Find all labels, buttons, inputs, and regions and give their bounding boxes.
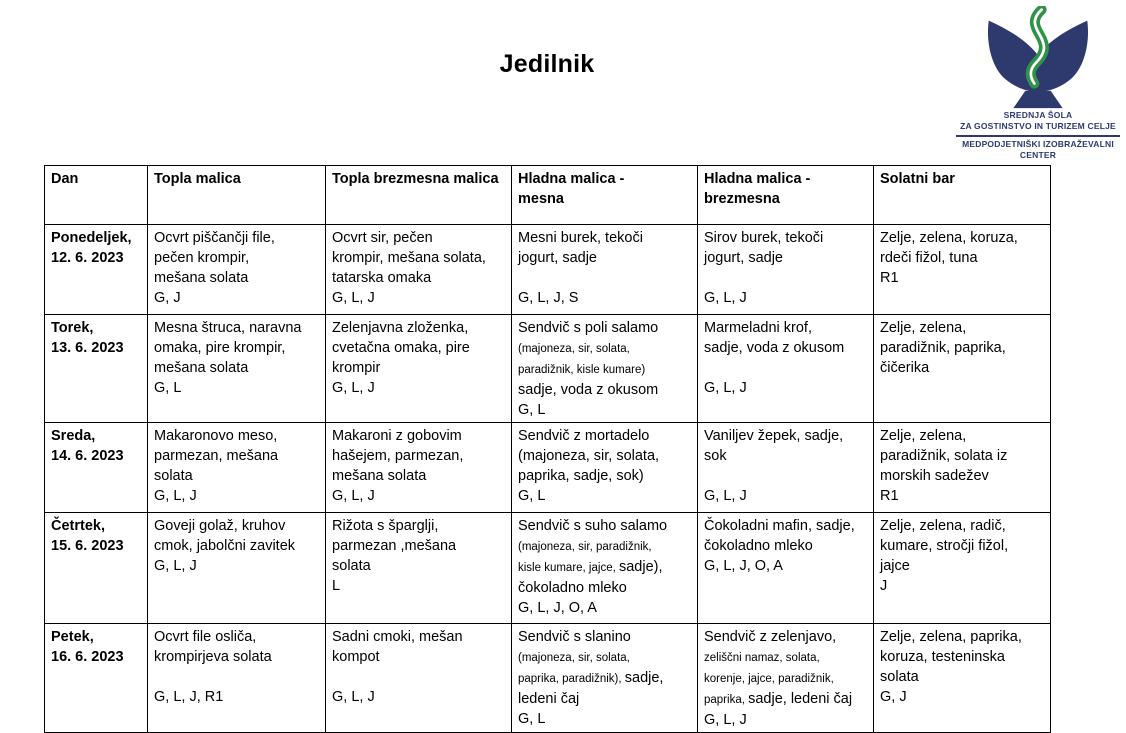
text-segment: G, L, J bbox=[704, 488, 747, 504]
text-segment: G, L, J bbox=[704, 380, 747, 396]
text-segment: Vaniljev žepek, sadje, bbox=[704, 428, 844, 444]
text-line bbox=[154, 358, 319, 378]
menu-cell bbox=[512, 225, 698, 315]
logo-school-name-line2: ZA GOSTINSTVO IN TURIZEM CELJE bbox=[960, 121, 1116, 131]
text-segment: Zelje, zelena, radič, bbox=[880, 518, 1006, 534]
menu-cell bbox=[326, 225, 512, 315]
menu-cell bbox=[148, 624, 326, 733]
table-row bbox=[45, 225, 1051, 315]
text-segment: J bbox=[880, 578, 888, 594]
text-segment: krompirjeva solata bbox=[154, 649, 272, 665]
text-segment: Ponedeljek, bbox=[51, 230, 132, 246]
text-line bbox=[704, 466, 867, 486]
text-line bbox=[51, 647, 141, 667]
menu-cell bbox=[874, 513, 1051, 624]
text-segment bbox=[704, 270, 708, 286]
text-line bbox=[154, 687, 319, 707]
logo-center-name-line1: MEDPODJETNIŠKI IZOBRAŽEVALNI bbox=[962, 139, 1114, 149]
text-line bbox=[154, 228, 319, 248]
text-segment: Sendvič s poli salamo bbox=[518, 320, 659, 336]
text-line bbox=[518, 288, 691, 308]
text-segment: jajce bbox=[880, 558, 910, 574]
text-line bbox=[154, 536, 319, 556]
text-line bbox=[518, 400, 691, 420]
text-segment: 15. 6. 2023 bbox=[51, 538, 124, 554]
text-line bbox=[332, 536, 505, 556]
text-line bbox=[332, 288, 505, 308]
text-line bbox=[332, 687, 505, 707]
text-segment-small: kisle kumare, jajce, bbox=[518, 562, 619, 574]
text-segment: G, L bbox=[154, 380, 182, 396]
text-line bbox=[154, 516, 319, 536]
text-line bbox=[518, 169, 691, 189]
text-line bbox=[154, 268, 319, 288]
logo-pedestal-shape bbox=[1013, 91, 1062, 108]
text-segment: Torek, bbox=[51, 320, 94, 336]
text-line bbox=[518, 598, 691, 618]
text-segment bbox=[704, 468, 708, 484]
text-line bbox=[518, 338, 691, 359]
text-segment: morskih sadežev bbox=[880, 468, 989, 484]
text-line bbox=[332, 446, 505, 466]
text-segment: hašejem, parmezan, bbox=[332, 448, 464, 464]
text-line bbox=[704, 378, 867, 398]
menu-table bbox=[44, 165, 1051, 733]
day-cell bbox=[45, 423, 148, 513]
text-segment: čokoladno mleko bbox=[518, 580, 627, 596]
text-line bbox=[880, 627, 1044, 647]
text-line bbox=[154, 556, 319, 576]
text-segment: G, L, J, S bbox=[518, 290, 579, 306]
text-segment: mešana solata bbox=[332, 468, 427, 484]
table-row bbox=[45, 423, 1051, 513]
text-line bbox=[154, 248, 319, 268]
text-line bbox=[154, 486, 319, 506]
text-segment: Zelje, zelena, paprika, bbox=[880, 629, 1022, 645]
text-segment: mešana solata bbox=[154, 270, 249, 286]
text-line bbox=[704, 647, 867, 668]
text-line bbox=[154, 288, 319, 308]
text-segment: sok bbox=[704, 448, 727, 464]
text-segment: Makaronovo meso, bbox=[154, 428, 278, 444]
text-line bbox=[704, 228, 867, 248]
text-line bbox=[880, 466, 1044, 486]
text-line bbox=[51, 248, 141, 268]
text-line bbox=[332, 556, 505, 576]
column-header bbox=[148, 166, 326, 225]
text-segment: krompir, mešana solata, bbox=[332, 250, 486, 266]
text-line bbox=[880, 426, 1044, 446]
text-line bbox=[880, 576, 1044, 596]
text-line bbox=[704, 446, 867, 466]
text-line bbox=[332, 466, 505, 486]
text-line bbox=[704, 627, 867, 647]
logo-divider bbox=[956, 135, 1120, 137]
text-line bbox=[880, 536, 1044, 556]
column-header bbox=[326, 166, 512, 225]
text-segment: Topla malica bbox=[154, 171, 241, 187]
text-segment: Hladna malica - bbox=[518, 171, 625, 187]
page-title: Jedilnik bbox=[499, 50, 595, 78]
text-line bbox=[518, 647, 691, 668]
text-segment-small: paradižnik, kisle kumare) bbox=[518, 364, 646, 376]
text-segment-small: (majoneza, sir, solata, bbox=[518, 343, 630, 355]
text-line bbox=[880, 687, 1044, 707]
text-line bbox=[518, 380, 691, 400]
text-segment: G, L, J bbox=[332, 290, 375, 306]
text-segment: rdeči fižol, tuna bbox=[880, 250, 978, 266]
menu-cell bbox=[148, 423, 326, 513]
text-segment: brezmesna bbox=[704, 191, 780, 207]
text-segment: mešana solata bbox=[154, 360, 249, 376]
text-line bbox=[51, 536, 141, 556]
text-line bbox=[880, 516, 1044, 536]
table-row bbox=[45, 624, 1051, 733]
column-header bbox=[698, 166, 874, 225]
text-line bbox=[518, 268, 691, 288]
text-line bbox=[332, 248, 505, 268]
day-cell bbox=[45, 225, 148, 315]
text-segment: R1 bbox=[880, 488, 899, 504]
text-line bbox=[154, 338, 319, 358]
text-segment: sadje, voda z okusom bbox=[518, 382, 659, 398]
text-line bbox=[880, 446, 1044, 466]
text-line bbox=[518, 709, 691, 729]
day-cell bbox=[45, 624, 148, 733]
text-line bbox=[518, 689, 691, 709]
text-line bbox=[518, 668, 691, 689]
text-segment: Dan bbox=[51, 171, 79, 187]
text-segment: Mesna štruca, naravna bbox=[154, 320, 302, 336]
text-line bbox=[51, 228, 141, 248]
text-segment-small: (majoneza, sir, paradižnik, bbox=[518, 541, 652, 553]
text-segment: Solatni bar bbox=[880, 171, 955, 187]
text-line bbox=[332, 516, 505, 536]
text-line bbox=[154, 446, 319, 466]
text-segment: Makaroni z gobovim bbox=[332, 428, 462, 444]
text-segment: cvetačna omaka, pire bbox=[332, 340, 470, 356]
text-segment: kompot bbox=[332, 649, 380, 665]
column-header bbox=[512, 166, 698, 225]
text-line bbox=[154, 627, 319, 647]
text-line bbox=[518, 228, 691, 248]
text-segment: Zelenjavna zloženka, bbox=[332, 320, 469, 336]
menu-cell bbox=[698, 315, 874, 423]
text-segment: G, L, J bbox=[332, 380, 375, 396]
header-row bbox=[45, 166, 1051, 225]
text-line bbox=[704, 358, 867, 378]
column-header bbox=[874, 166, 1051, 225]
text-line bbox=[51, 516, 141, 536]
menu-cell bbox=[874, 315, 1051, 423]
text-segment: Sendvič s suho salamo bbox=[518, 518, 668, 534]
text-segment: jogurt, sadje bbox=[704, 250, 783, 266]
text-line bbox=[704, 338, 867, 358]
text-segment: čokoladno mleko bbox=[704, 538, 813, 554]
text-line bbox=[704, 668, 867, 689]
menu-cell bbox=[874, 225, 1051, 315]
text-segment: Čokoladni mafin, sadje, bbox=[704, 518, 855, 534]
menu-cell bbox=[512, 315, 698, 423]
text-segment: Mesni burek, tekoči bbox=[518, 230, 643, 246]
text-line bbox=[332, 667, 505, 687]
text-segment: G, L, J, O, A bbox=[704, 558, 783, 574]
text-line bbox=[332, 576, 505, 596]
text-line bbox=[518, 426, 691, 446]
text-segment: jogurt, sadje bbox=[518, 250, 597, 266]
text-line bbox=[51, 627, 141, 647]
text-line bbox=[518, 516, 691, 536]
text-segment: G, L, J bbox=[332, 689, 375, 705]
text-segment: G, L bbox=[518, 711, 546, 727]
text-line bbox=[332, 647, 505, 667]
text-line bbox=[154, 426, 319, 446]
text-segment: sadje, bbox=[624, 670, 664, 686]
table-row bbox=[45, 513, 1051, 624]
text-segment: G, L, J, R1 bbox=[154, 689, 224, 705]
text-line bbox=[704, 689, 867, 710]
menu-cell bbox=[698, 624, 874, 733]
text-segment: Sreda, bbox=[51, 428, 96, 444]
text-segment: paradižnik, paprika, bbox=[880, 340, 1006, 356]
text-segment: solata bbox=[154, 468, 193, 484]
text-segment: 12. 6. 2023 bbox=[51, 250, 124, 266]
text-segment: Marmeladni krof, bbox=[704, 320, 812, 336]
text-line bbox=[518, 536, 691, 557]
text-segment: tatarska omaka bbox=[332, 270, 432, 286]
table-row bbox=[45, 315, 1051, 423]
text-segment: sadje), bbox=[618, 559, 663, 575]
text-segment: Sadni cmoki, mešan bbox=[332, 629, 463, 645]
menu-cell bbox=[148, 225, 326, 315]
text-line bbox=[332, 338, 505, 358]
text-segment: G, L, J bbox=[704, 712, 747, 728]
text-segment: G, L, J bbox=[154, 558, 197, 574]
text-segment: Sirov burek, tekoči bbox=[704, 230, 824, 246]
text-line bbox=[880, 667, 1044, 687]
text-line bbox=[704, 426, 867, 446]
column-header bbox=[45, 166, 148, 225]
text-segment: parmezan ,mešana bbox=[332, 538, 457, 554]
text-line bbox=[880, 647, 1044, 667]
text-segment: pečen krompir, bbox=[154, 250, 250, 266]
text-segment: R1 bbox=[880, 270, 899, 286]
text-segment: (majoneza, sir, solata, bbox=[518, 448, 660, 464]
menu-cell bbox=[512, 423, 698, 513]
text-line bbox=[704, 318, 867, 338]
text-segment-small: korenje, jajce, paradižnik, bbox=[704, 673, 834, 685]
text-line bbox=[518, 557, 691, 578]
text-segment-small: zeliščni namaz, solata, bbox=[704, 652, 820, 664]
text-segment: G, J bbox=[880, 689, 907, 705]
text-line bbox=[332, 426, 505, 446]
text-segment: omaka, pire krompir, bbox=[154, 340, 286, 356]
text-segment: Sendvič z zelenjavo, bbox=[704, 629, 837, 645]
text-line bbox=[704, 710, 867, 730]
text-segment: ledeni čaj bbox=[518, 691, 580, 707]
text-line bbox=[518, 359, 691, 380]
text-segment: krompir bbox=[332, 360, 381, 376]
school-logo bbox=[954, 6, 1122, 161]
text-line bbox=[332, 169, 505, 189]
text-line bbox=[518, 189, 691, 209]
text-line bbox=[51, 446, 141, 466]
logo-school-name-line1: SREDNJA ŠOLA bbox=[1003, 110, 1073, 120]
text-line bbox=[518, 578, 691, 598]
day-cell bbox=[45, 315, 148, 423]
text-segment: paprika, sadje, sok) bbox=[518, 468, 644, 484]
text-line bbox=[880, 556, 1044, 576]
text-segment: Zelje, zelena, bbox=[880, 428, 967, 444]
text-line bbox=[704, 516, 867, 536]
text-segment: G, L, J bbox=[704, 290, 747, 306]
text-line bbox=[704, 288, 867, 308]
text-segment: Rižota s šparglji, bbox=[332, 518, 439, 534]
text-line bbox=[332, 486, 505, 506]
text-segment: paradižnik, solata iz bbox=[880, 448, 1008, 464]
text-line bbox=[154, 466, 319, 486]
text-segment: čičerika bbox=[880, 360, 930, 376]
text-segment: 13. 6. 2023 bbox=[51, 340, 124, 356]
text-line bbox=[518, 446, 691, 466]
menu-cell bbox=[698, 513, 874, 624]
menu-cell bbox=[148, 513, 326, 624]
text-segment: 16. 6. 2023 bbox=[51, 649, 124, 665]
text-segment: G, L bbox=[518, 488, 546, 504]
text-line bbox=[154, 667, 319, 687]
text-line bbox=[154, 378, 319, 398]
text-segment: Ocvrt sir, pečen bbox=[332, 230, 433, 246]
text-segment: solata bbox=[332, 558, 371, 574]
text-segment: G, L, J, O, A bbox=[518, 600, 597, 616]
text-segment: Zelje, zelena, bbox=[880, 320, 967, 336]
text-line bbox=[332, 627, 505, 647]
text-line bbox=[704, 248, 867, 268]
text-segment: Petek, bbox=[51, 629, 94, 645]
text-line bbox=[880, 248, 1044, 268]
text-segment: solata bbox=[880, 669, 919, 685]
text-segment: Topla brezmesna malica bbox=[332, 171, 499, 187]
school-logo-icon bbox=[982, 6, 1094, 110]
text-segment bbox=[704, 360, 708, 376]
menu-table-body bbox=[45, 166, 1051, 733]
text-line bbox=[154, 318, 319, 338]
text-segment: Goveji golaž, kruhov bbox=[154, 518, 286, 534]
text-segment: G, L, J bbox=[154, 488, 197, 504]
text-line bbox=[51, 169, 141, 189]
text-line bbox=[154, 169, 319, 189]
menu-cell bbox=[698, 225, 874, 315]
text-segment: G, J bbox=[154, 290, 181, 306]
menu-cell bbox=[326, 624, 512, 733]
text-segment: Hladna malica - bbox=[704, 171, 811, 187]
text-line bbox=[518, 486, 691, 506]
text-line bbox=[518, 466, 691, 486]
text-segment-small: paprika, bbox=[704, 694, 749, 706]
text-line bbox=[518, 318, 691, 338]
text-segment: Sendvič z mortadelo bbox=[518, 428, 650, 444]
text-segment: Sendvič s slanino bbox=[518, 629, 631, 645]
text-line bbox=[704, 189, 867, 209]
text-segment: G, L, J bbox=[332, 488, 375, 504]
text-line bbox=[332, 318, 505, 338]
menu-cell bbox=[698, 423, 874, 513]
text-line bbox=[880, 338, 1044, 358]
text-line bbox=[704, 169, 867, 189]
menu-cell bbox=[512, 624, 698, 733]
text-segment: sadje, voda z okusom bbox=[704, 340, 845, 356]
menu-cell bbox=[326, 423, 512, 513]
text-segment: Ocvrt file osliča, bbox=[154, 629, 257, 645]
text-line bbox=[880, 486, 1044, 506]
text-segment: Ocvrt piščančji file, bbox=[154, 230, 275, 246]
text-line bbox=[704, 556, 867, 576]
text-line bbox=[332, 378, 505, 398]
menu-cell bbox=[326, 513, 512, 624]
menu-cell bbox=[512, 513, 698, 624]
text-line bbox=[880, 169, 1044, 189]
text-line bbox=[518, 627, 691, 647]
text-segment bbox=[332, 669, 336, 685]
logo-center-name-line2: CENTER bbox=[1019, 150, 1057, 160]
menu-cell bbox=[874, 423, 1051, 513]
text-line bbox=[880, 228, 1044, 248]
text-line bbox=[332, 228, 505, 248]
menu-cell bbox=[874, 624, 1051, 733]
text-segment: cmok, jabolčni zavitek bbox=[154, 538, 296, 554]
day-cell bbox=[45, 513, 148, 624]
text-segment: G, L bbox=[518, 402, 546, 418]
text-segment-small: paprika, paradižnik), bbox=[518, 673, 625, 685]
text-segment: 14. 6. 2023 bbox=[51, 448, 124, 464]
text-line bbox=[51, 338, 141, 358]
text-segment: koruza, testeninska bbox=[880, 649, 1005, 665]
text-segment: L bbox=[332, 578, 341, 594]
text-line bbox=[880, 318, 1044, 338]
text-line bbox=[518, 248, 691, 268]
text-segment: Zelje, zelena, koruza, bbox=[880, 230, 1018, 246]
text-segment: kumare, stročji fižol, bbox=[880, 538, 1009, 554]
menu-cell bbox=[326, 315, 512, 423]
text-line bbox=[880, 358, 1044, 378]
text-segment bbox=[154, 669, 158, 685]
text-line bbox=[332, 358, 505, 378]
text-line bbox=[880, 268, 1044, 288]
text-segment bbox=[518, 270, 522, 286]
text-line bbox=[154, 647, 319, 667]
text-segment: Četrtek, bbox=[51, 518, 105, 534]
text-line bbox=[704, 536, 867, 556]
text-segment: parmezan, mešana bbox=[154, 448, 279, 464]
text-line bbox=[51, 426, 141, 446]
text-line bbox=[704, 486, 867, 506]
text-line bbox=[332, 268, 505, 288]
text-segment-small: (majoneza, sir, solata, bbox=[518, 652, 630, 664]
text-line bbox=[51, 318, 141, 338]
text-segment: sadje, ledeni čaj bbox=[748, 691, 853, 707]
menu-cell bbox=[148, 315, 326, 423]
text-line bbox=[704, 268, 867, 288]
text-segment: mesna bbox=[518, 191, 564, 207]
